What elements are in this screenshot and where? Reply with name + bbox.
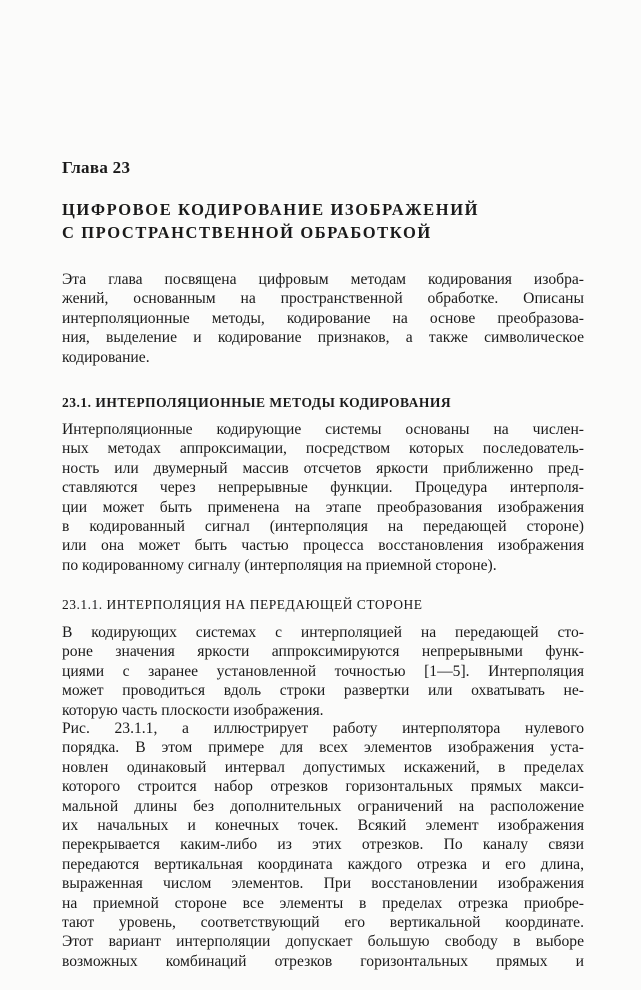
section-2-line: циями с заранее установленной точностью [1—5]. Интерполяция (62, 662, 584, 680)
section-1-line: ных методах аппроксимации, посредством которых последователь- (62, 440, 584, 458)
section-1-line: или она может быть частью процесса восстановления изображения (62, 537, 584, 555)
intro-line: ния, выделение и кодирование признаков, а также символическое (62, 329, 584, 347)
section-2-line: выраженная числом элементов. При восстановлении изображения (62, 875, 584, 893)
section-2-line: передаются вертикальная координата каждого отрезка и его длина, (62, 855, 584, 873)
section-1-line: ность или двумерный массив отсчетов яркости приближенно пред- (62, 459, 584, 477)
section-2-line: тают уровень, соответствующий его вертикальной координате. (62, 914, 584, 932)
intro-line: кодирование. (62, 348, 150, 366)
section-2-line: роне значения яркости аппроксимируются непрерывными функ- (62, 643, 584, 661)
section-2-line: перекрывается каким-либо из этих отрезков. По каналу связи (62, 836, 584, 854)
chapter-title-line-1: ЦИФРОВОЕ КОДИРОВАНИЕ ИЗОБРАЖЕНИЙ (62, 200, 480, 219)
section-2-line: новлен одинаковый интервал допустимых искажений, в пределах (62, 758, 584, 776)
intro-line: Эта глава посвящена цифровым методам кодирования изобра- (62, 271, 584, 288)
intro-paragraph (62, 270, 584, 367)
chapter-title-line-2: С ПРОСТРАНСТВЕННОЙ ОБРАБОТКОЙ (62, 223, 432, 242)
section-1-line: Интерполяционные кодирующие системы основаны на числен- (62, 421, 584, 438)
section-2-paragraph-2 (62, 719, 584, 971)
section-1-line: ции может быть применена на этапе преобразования изображения (62, 498, 584, 516)
section-1-paragraph (62, 420, 584, 575)
section-1-line: в кодированный сигнал (интерполяция на передающей стороне) (62, 518, 584, 536)
intro-line: жений, основанным на пространственной обработке. Описаны (62, 290, 584, 308)
section-2-line: которую часть плоскости изображения. (62, 701, 324, 719)
section-1-line: ставляются через непрерывные функции. Процедура интерполя- (62, 479, 584, 497)
section-2-line: Рис. 23.1.1, а иллюстрирует работу интерполятора нулевого (62, 720, 584, 737)
section-2-line: может проводиться вдоль строки развертки или охватывать не- (62, 682, 584, 700)
section-2-line: порядка. В этом примере для всех элементов изображения уста- (62, 739, 584, 757)
section-2-line: возможных комбинаций отрезков горизонтальных прямых и (62, 952, 584, 970)
section-2-line: на приемной стороне все элементы в пределах отрезка приобре- (62, 894, 584, 912)
section-2-line: их начальных и конечных точек. Всякий элемент изображения (62, 817, 584, 835)
section-2-line: Этот вариант интерполяции допускает большую свободу в выборе (62, 933, 584, 951)
section-2-paragraph-1 (62, 623, 584, 720)
section-heading-23-1: 23.1. ИНТЕРПОЛЯЦИОННЫЕ МЕТОДЫ КОДИРОВАНИЯ (62, 395, 452, 410)
section-2-line: мальной длины без дополнительных ограничений на расположение (62, 797, 584, 815)
section-heading-23-1-1: 23.1.1. ИНТЕРПОЛЯЦИЯ НА ПЕРЕДАЮЩЕЙ СТОРОНЕ (62, 597, 423, 612)
chapter-label: Глава 23 (62, 158, 131, 177)
section-2-line: В кодирующих системах с интерполяцией на передающей сто- (62, 624, 584, 641)
section-2-line: которого строится набор отрезков горизонтальных прямых макси- (62, 778, 584, 796)
intro-line: интерполяционные методы, кодирование на основе преобразова- (62, 309, 584, 327)
chapter-title (62, 198, 582, 244)
section-1-line: по кодированному сигналу (интерполяция на приемной стороне). (62, 556, 497, 574)
